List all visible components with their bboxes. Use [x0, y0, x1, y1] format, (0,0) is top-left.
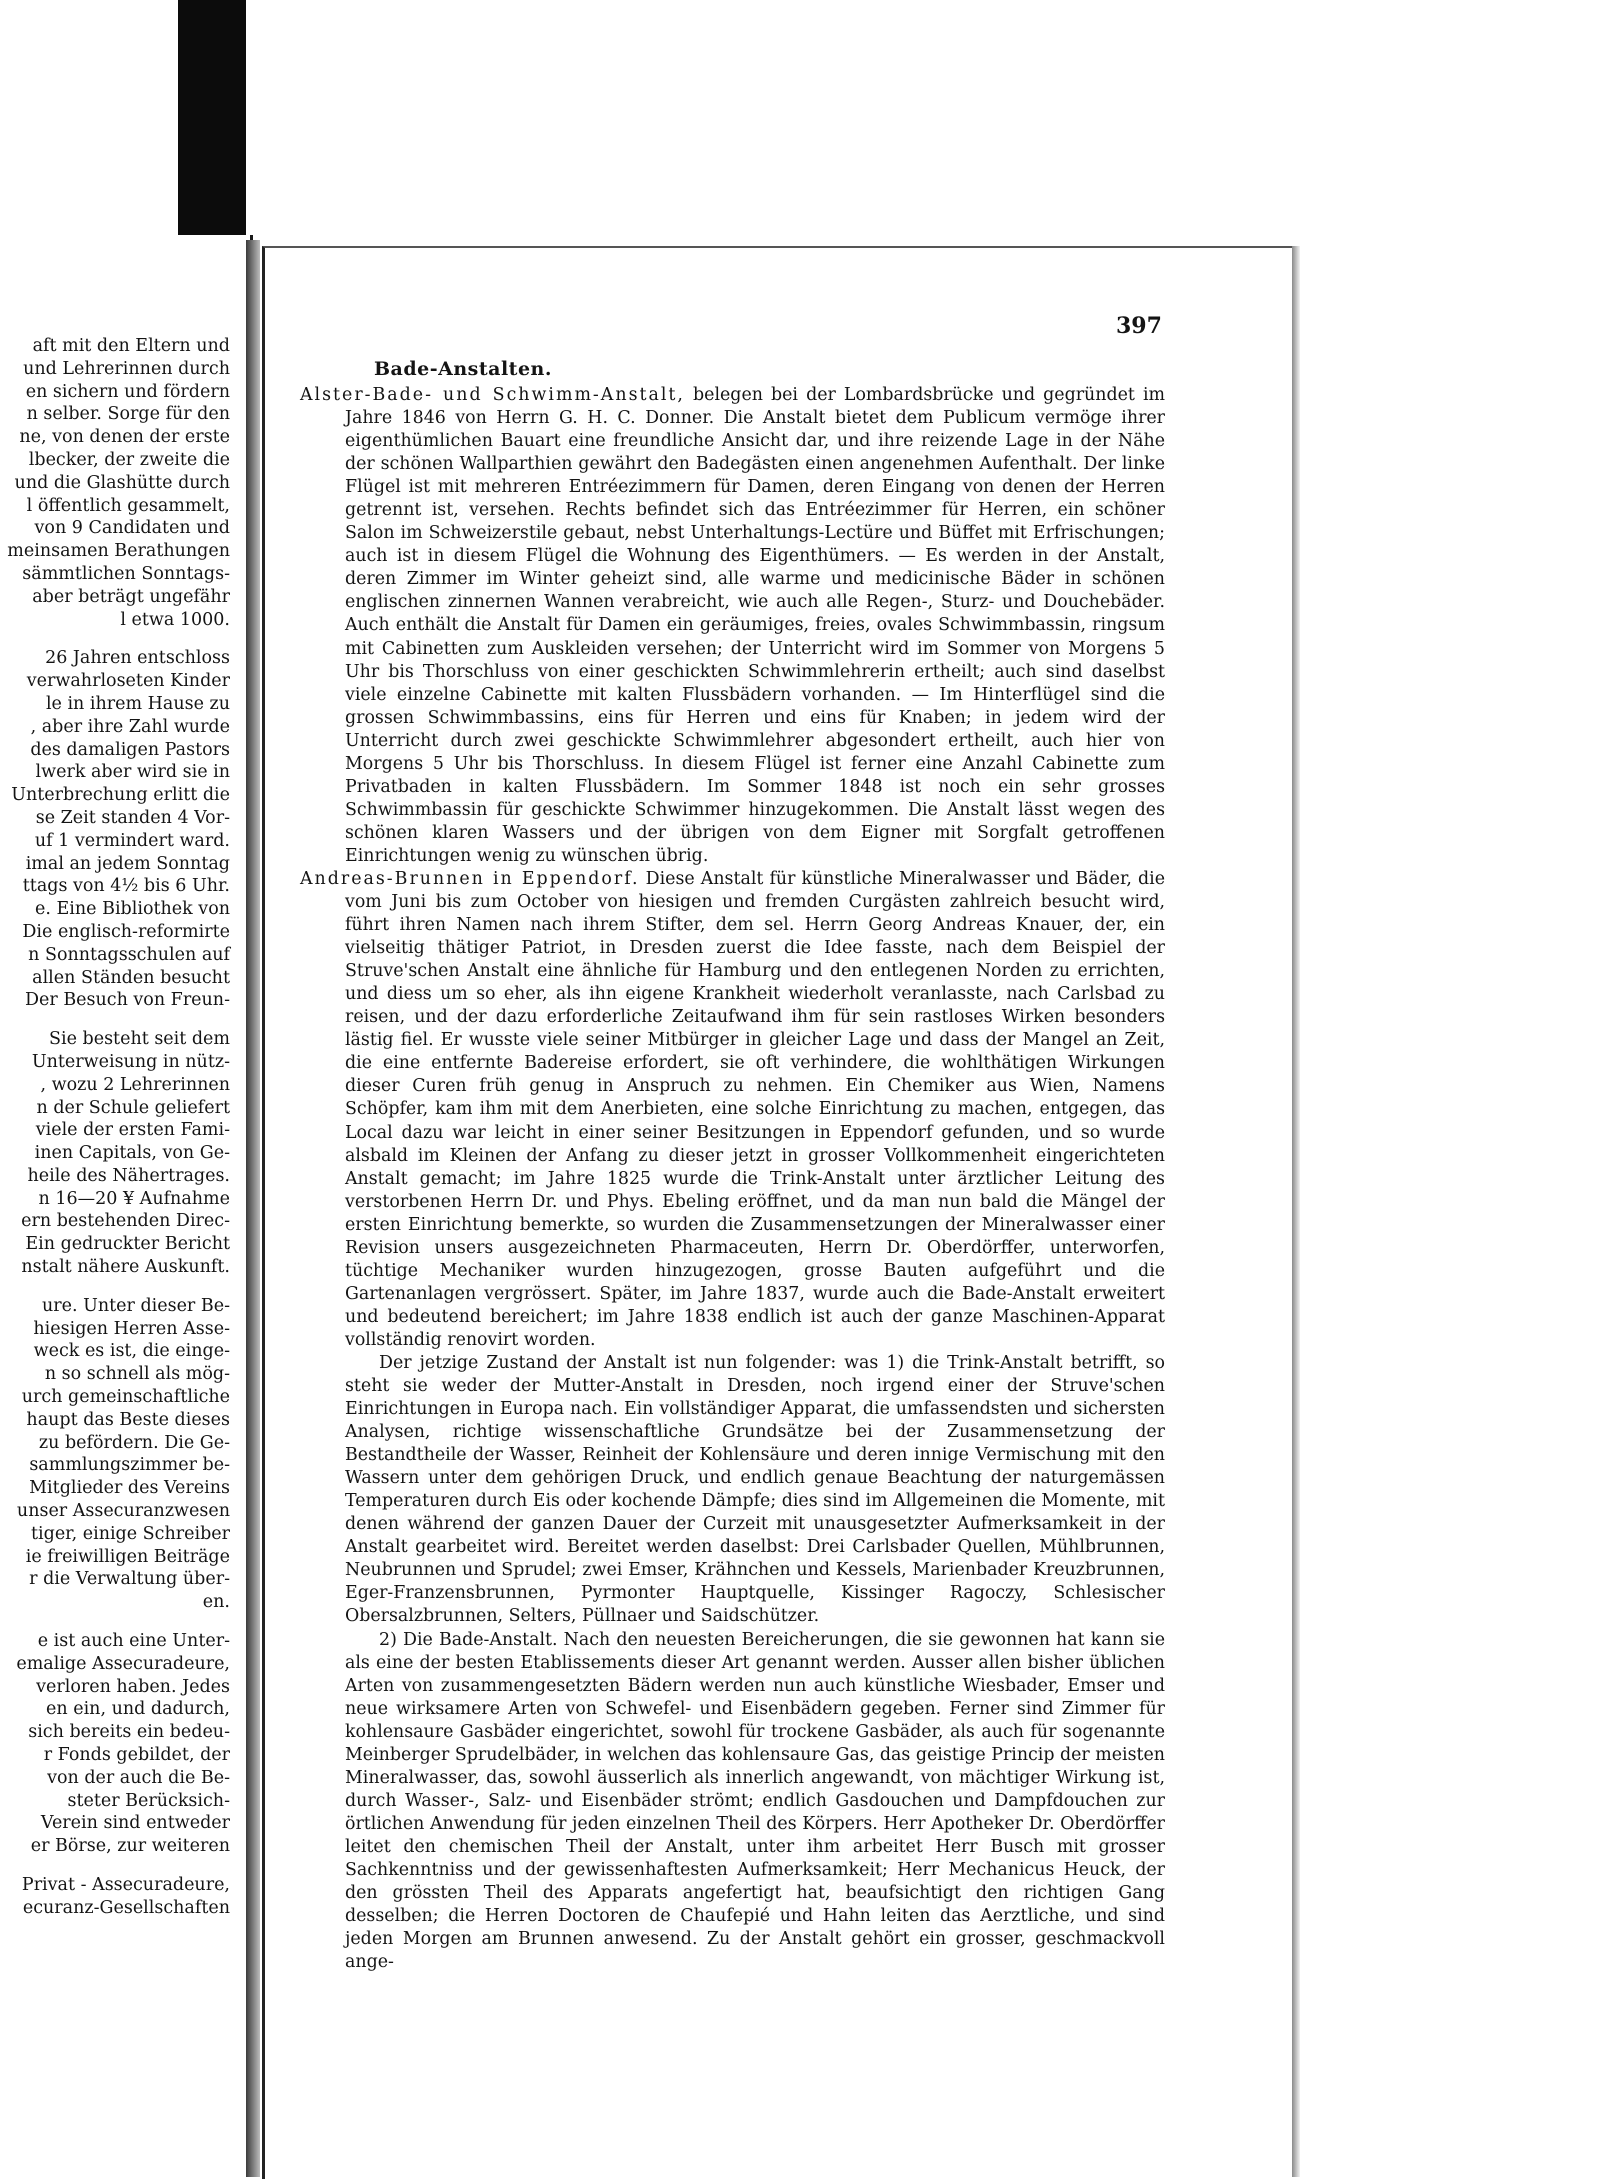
left-page-line: n der Schule geliefert [36, 1097, 230, 1118]
left-page-line: ure. Unter dieser Be- [41, 1295, 230, 1316]
left-page-line: imal an jedem Sonntag [25, 853, 230, 874]
left-page-line: , aber ihre Zahl wurde [30, 716, 230, 737]
left-page-line: urch gemeinschaftliche [21, 1387, 230, 1408]
left-page-line: en ein, und dadurch, [46, 1699, 230, 1720]
left-page-line: des damaligen Pastors [30, 739, 230, 760]
right-page-edge [1292, 246, 1300, 2177]
left-page-line: Verein sind entweder [40, 1813, 230, 1834]
left-page-line: lbecker, der zweite die [28, 449, 230, 470]
paragraph-bade-anstalt: 2) Die Bade-Anstalt. Nach den neuesten Bereicherungen, die sie gewonnen hat kann sie als eine der besten Etablissements dieser Art genannt werden. Ausser allen bisher üblichen Arten von zusammengesetzten Bädern werden nun auch künstliche Wiesbader, Emser und neue wirksamere Arten von Schwefel- und Eisenbädern gegeben. Ferner sind Zimmer für kohlensaure Gasbäder eingerichtet, sowohl für trockene Gasbäder, als auch für sogenannte Meinberger Sprudelbäder, in welchen das kohlensaure Gas, das geistige Princip der meisten Mineralwasser, das, sowohl äusserlich als innerlich angewandt, von mächtiger Wirkung ist, durch Wasser-, Salz- und Eisenbäder strömt; endlich Gasdouchen und Dampfdouchen zur örtlichen Anwendung für jeden einzelnen Theil des Körpers. Herr Apotheker Dr. Oberdörffer leitet den chemischen Theil der Anstalt, unter ihm arbeitet Herr Busch mit grosser Sachkenntniss und der gewissenhaftesten Aufmerksamkeit; Herr Mechanicus Heuck, der den grössten Theil des Apparats angefertigt hat, beaufsichtigt den richtigen Gang desselben; die Herren Doctoren de Chaufepié und Hahn leiten das Aerztliche, und sind jeden Morgen am Brunnen anwesend. Zu der Anstalt gehört ein grosser, geschmackvoll ange- [345, 1629, 1165, 1973]
left-page-line: verwahrloseten Kinder [26, 671, 230, 692]
left-page-line: aft mit den Eltern und [32, 336, 230, 356]
left-page-gap [0, 1279, 230, 1295]
left-page-line: n Sonntagsschulen auf [28, 944, 230, 965]
left-page-line: ttags von 4½ bis 6 Uhr. [22, 876, 230, 897]
left-page-line: Mitglieder des Vereins [29, 1478, 230, 1499]
left-page-line: haupt das Beste dieses [26, 1409, 230, 1430]
left-page-line: 26 Jahren entschloss [45, 648, 230, 669]
left-page-line: e ist auch eine Unter- [37, 1631, 230, 1652]
left-page-line: er Börse, zur weiteren [30, 1836, 230, 1857]
left-page-line: lwerk aber wird sie in [35, 762, 230, 783]
left-page-line: steter Berücksich- [67, 1790, 230, 1811]
left-page-line: r die Verwaltung über- [29, 1569, 230, 1590]
left-page-line: und die Glashütte durch [14, 472, 230, 493]
left-page-line: Unterweisung in nütz- [31, 1051, 230, 1072]
left-page-line: aber beträgt ungefähr [32, 586, 230, 607]
left-page-line: unser Assecuranzwesen [16, 1501, 230, 1522]
left-page-line: zu befördern. Die Ge- [38, 1432, 230, 1453]
left-page-line: inen Capitals, von Ge- [34, 1143, 230, 1164]
left-page-line: viele der ersten Fami- [35, 1120, 230, 1141]
gutter-shadow [246, 240, 260, 2177]
left-page-line: n so schnell als mög- [44, 1364, 230, 1385]
entry-text: belegen bei der Lombardsbrücke und gegründet im Jahre 1846 von Herrn G. H. C. Donner. Die Anstalt bietet dem Publicum vermöge ihrer eigenthümlichen Bauart eine freundliche Ansicht dar, und ihre reizende Lage in der Nähe der schönen Wallparthien gewährt den Badegästen einen angenehmen Aufenthalt. Der linke Flügel ist mit mehreren Entréezimmern für Damen, deren Eingang von denen der Herren getrennt ist, versehen. Rechts befindet sich das Entréezimmer für Herren, ein schöner Salon im Schweizerstile gebaut, nebst Unterhaltungs-Lectüre und Büffet mit Erfrischungen; auch ist in diesem Flügel die Wohnung des Eigenthümers. — Es werden in der Anstalt, deren Zimmer im Winter geheizt sind, alle warme und medicinische Bäder in schönen englischen zinnernen Wannen verabreicht, wie auch alle Regen-, Sturz- und Douchebäder. Auch enthält die Anstalt für Damen ein geräumiges, freies, ovales Schwimmbassin, ringsum mit Cabinetten zum Auskleiden versehen; der Unterricht wird im Sommer von Morgens 5 Uhr bis Thorschluss von einer geschickten Schwimmlehrerin ertheilt; auch sind daselbst viele einzelne Cabinette mit kalten Flussbädern vorhanden. — Im Hinterflügel sind die grossen Schwimmbassins, eins für Herren und eins für Knaben; in jedem wird der Unterricht durch zwei geschickte Schwimmlehrer abgesondert ertheilt, auch hier von Morgens 5 Uhr bis Thorschluss. In diesem Flügel ist ferner eine Anzahl Cabinette zum Privatbaden in kalten Flussbädern. Im Sommer 1848 ist noch ein sehr grosses Schwimmbassin für geschickte Schwimmer hinzugekommen. Die Anstalt lässt wegen des schönen klaren Wassers und der übrigen von dem Eigner mit Sorgfalt getroffenen Einrichtungen wenig zu wünschen übrig. [345, 385, 1165, 866]
main-text-column [300, 384, 1165, 1974]
left-page-line: Privat - Assecuradeure, [21, 1875, 230, 1895]
left-page-line: r Fonds gebildet, der [43, 1745, 230, 1766]
left-page-line: tiger, einige Schreiber [30, 1523, 230, 1544]
left-page-line: weck es ist, die einge- [33, 1341, 230, 1362]
left-page-gap [0, 1012, 230, 1028]
left-page-line: von der auch die Be- [47, 1767, 230, 1788]
left-page-line: ern bestehenden Direc- [21, 1211, 230, 1232]
left-page-line: Unterbrechung erlitt die [11, 785, 230, 806]
entry-andreas [300, 868, 1165, 1352]
left-page-line: l etwa 1000. [120, 609, 230, 630]
left-page-line: l öffentlich gesammelt, [26, 495, 230, 516]
left-page-gap [0, 631, 230, 647]
left-page-line: sämmtlichen Sonntags- [22, 563, 230, 584]
left-page-line: sich bereits ein bedeu- [28, 1722, 230, 1743]
left-page-gap [0, 1614, 230, 1630]
left-page-line: ecuranz-Gesellschaften [22, 1897, 230, 1918]
left-page-line: le in ihrem Hause zu [45, 693, 230, 714]
entry-alster [300, 384, 1165, 868]
left-page-line: Sie besteht seit dem [49, 1029, 230, 1050]
left-page-line: nstalt nähere Auskunft. [21, 1257, 230, 1278]
entry-name: Andreas-Brunnen in Eppendorf. [300, 868, 640, 889]
left-page-line: ie freiwilligen Beiträge [25, 1546, 230, 1567]
left-page-line: uf 1 vermindert ward. [34, 830, 230, 851]
left-page-line: von 9 Candidaten und [34, 518, 230, 539]
section-heading: Bade-Anstalten. [374, 358, 552, 380]
entry-text: Diese Anstalt für künstliche Mineralwasser und Bäder, die vom Juni bis zum October von hiesigen und fremden Curgästen zahlreich besucht wird, führt ihren Namen nach ihrem Stifter, dem sel. Herrn Georg Andreas Knauer, der, ein vielseitig thätiger Patriot, in Dresden zuerst die Idee fasste, nach dem Beispiel der Struve'schen Anstalt eine ähnliche für Hamburg und den entlegenen Norden zu errichten, und diess um so eher, als ihn eigene Krankheit wiederholt veranlasste, nach Carlsbad zu reisen, und der dazu erforderliche Zeitaufwand ihm für sein rastloses Wirken besonders lästig fiel. Er wusste viele seiner Mitbürger in gleicher Lage und dass der Mangel an Zeit, die eine entfernte Badereise erfordert, sie oft verhindere, die wohlthätigen Wirkungen dieser Curen früh genug in Anspruch zu nehmen. Ein Chemiker aus Wien, Namens Schöpfer, kam ihm mit dem Anerbieten, eine solche Einrichtung zu machen, entgegen, das Local dazu war leicht in einer seiner Besitzungen in Eppendorf gefunden, und so wurde alsbald im Kleinen der Anfang zu dieser jetzt in grosser Vollkommenheit eingerichteten Anstalt gemacht; im Jahre 1825 wurde die Trink-Anstalt unter ärztlicher Leitung des verstorbenen Herrn Dr. und Phys. Ebeling eröffnet, und da man nun bald die Mängel der ersten Einrichtung bemerkte, so wurden die Zusammensetzungen der Mineralwasser einer Revision unsers ausgezeichneten Pharmaceuten, Herrn Dr. Oberdörffer, unterworfen, tüchtige Mechaniker wurden hinzugezogen, grosse Bauten aufgeführt und die Gartenanlagen vergrössert. Später, im Jahre 1837, wurde auch die Bade-Anstalt erweitert und bedeutend bereichert; im Jahre 1838 endlich ist auch der ganze Maschinen-Apparat vollständig renovirt worden. [345, 868, 1165, 1350]
entry-name: Alster-Bade- und Schwimm-Anstalt, [300, 385, 685, 405]
left-page-line: n 16—20 ¥ Aufnahme [38, 1188, 230, 1209]
left-page-text [0, 335, 230, 1920]
left-page-line: en sichern und fördern [25, 381, 230, 402]
left-page-line: und Lehrerinnen durch [23, 358, 230, 379]
left-page-line: , wozu 2 Lehrerinnen [40, 1074, 230, 1095]
left-page-line: allen Ständen besucht [32, 967, 230, 988]
left-page-line: n selber. Sorge für den [26, 404, 230, 425]
left-page-line: Der Besuch von Freun- [25, 990, 230, 1011]
left-page-line: hiesigen Herren Asse- [33, 1318, 230, 1339]
left-page-line: verloren haben. Jedes [36, 1676, 230, 1697]
page-number: 397 [1116, 313, 1162, 339]
left-page [0, 235, 253, 2177]
left-page-line: Die englisch-reformirte [22, 921, 230, 942]
left-page-gap [0, 1858, 230, 1874]
left-page-line: en. [202, 1592, 230, 1613]
left-page-line: meinsamen Berathungen [7, 541, 230, 562]
left-page-line: heile des Nähertrages. [27, 1165, 230, 1186]
left-page-line: e. Eine Bibliothek von [35, 899, 230, 920]
left-page-line: Ein gedruckter Bericht [25, 1234, 230, 1255]
left-page-line: sammlungszimmer be- [29, 1455, 230, 1476]
paragraph-trink-anstalt: Der jetzige Zustand der Anstalt ist nun folgender: was 1) die Trink-Anstalt betrifft, so steht sie weder der Mutter-Anstalt in Dresden, noch irgend einer der Struve'schen Einrichtungen in Europa nach. Ein vollständiger Apparat, die umfassendsten und sichersten Analysen, richtige wissenschaftliche Grundsätze bei der Zusammensetzung der Bestandtheile der Wasser, Reinheit der Kohlensäure und deren innige Vermischung mit den Wassern unter dem gehörigen Druck, und endlich genaue Beachtung der naturgemässen Temperaturen durch Eis oder kochende Dämpfe; dies sind im Allgemeinen die Momente, mit denen während der ganzen Dauer der Curzeit mit unausgesetzter Aufmerksamkeit in der Anstalt gearbeitet wird. Bereitet werden daselbst: Drei Carlsbader Quellen, Mühlbrunnen, Neubrunnen und Sprudel; zwei Emser, Krähnchen und Kessels, Marienbader Kreuzbrunnen, Eger-Franzensbrunnen, Pyrmonter Hauptquelle, Kissinger Ragoczy, Schlesischer Obersalzbrunnen, Selters, Püllnaer und Saidschützer. [345, 1352, 1165, 1627]
left-page-line: emalige Assecuradeure, [16, 1653, 230, 1674]
left-page-line: ne, von denen der erste [19, 427, 230, 448]
left-page-line: se Zeit standen 4 Vor- [35, 807, 230, 828]
